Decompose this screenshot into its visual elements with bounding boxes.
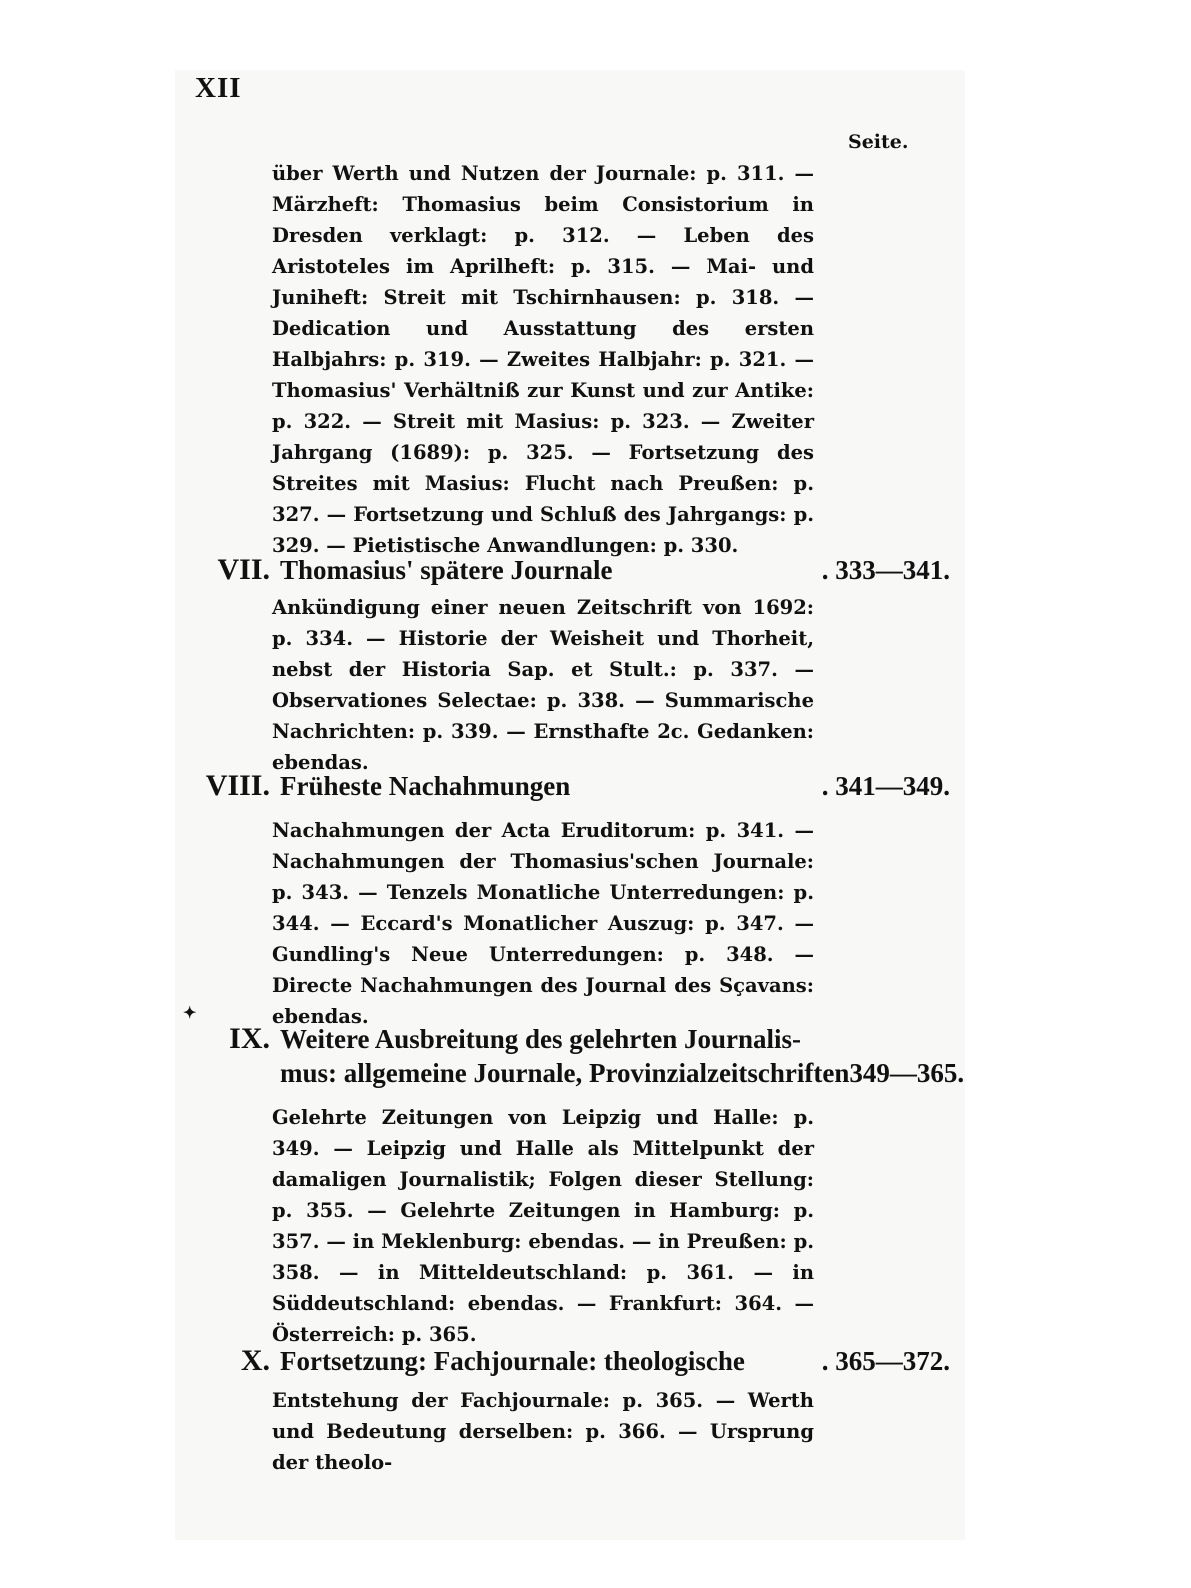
page-number: XII xyxy=(195,72,242,104)
entry-numeral: IX. xyxy=(229,1022,270,1055)
toc-entry-x xyxy=(190,1344,950,1380)
entry-numeral: X. xyxy=(240,1344,270,1377)
entry-title: Thomasius' spätere Journale xyxy=(280,555,613,585)
entry-page-range: 349—365. xyxy=(849,1058,965,1088)
toc-entry-ix xyxy=(190,1022,965,1094)
toc-entry-vii xyxy=(190,553,950,589)
entry-page-range: . 341—349. xyxy=(821,771,950,801)
toc-entry-viii xyxy=(190,769,950,805)
entry-page-range: . 333—341. xyxy=(821,555,950,585)
entry-numeral: VIII. xyxy=(205,769,270,802)
column-label-seite: Seite. xyxy=(848,131,909,153)
entry-title: Weitere Ausbreitung des gelehrten Journalis- xyxy=(280,1024,801,1054)
entry-title-continuation: mus: allgemeine Journale, Provinzialzeitschriften xyxy=(280,1058,850,1088)
entry-page-range: . 365—372. xyxy=(821,1346,950,1376)
entry-summary-x: Entstehung der Fachjournale: p. 365. — Werth und Bedeutung derselben: p. 366. — Ursprung der theolo- xyxy=(272,1389,814,1474)
entry-title: Fortsetzung: Fachjournale: theologische xyxy=(280,1346,745,1376)
entry-numeral: VII. xyxy=(217,553,270,586)
margin-mark: ✦ xyxy=(183,1003,197,1022)
entry-title: Früheste Nachahmungen xyxy=(280,771,571,801)
entry-summary-ix: Gelehrte Zeitungen von Leipzig und Halle: p. 349. — Leipzig und Halle als Mittelpunkt der damaligen Journalistik; Folgen dieser Stellung: p. 355. — Gelehrte Zeitungen in Hamburg: p. 357. — in Meklenburg: ebendas. — in Preußen: p. 358. — in Mitteldeutschland: p. 361. — in Süddeutschland: ebendas. — Frankfurt: 364. — Österreich: p. 365. xyxy=(272,1106,814,1346)
entry-summary-viii: Nachahmungen der Acta Eruditorum: p. 341. — Nachahmungen der Thomasius'schen Journale: p. 343. — Tenzels Monatliche Unterredungen: p. 344. — Eccard's Monatlicher Auszug: p. 347. — Gundling's Neue Unterredungen: p. 348. — Directe Nachahmungen des Journal des Sçavans: ebendas. xyxy=(272,819,814,1028)
entry-summary-vii: Ankündigung einer neuen Zeitschrift von 1692: p. 334. — Historie der Weisheit und Thorheit, nebst der Historia Sap. et Stult.: p. 337. — Observationes Selectae: p. 338. — Summarische Nachrichten: p. 339. — Ernsthafte 2c. Gedanken: ebendas. xyxy=(272,596,814,774)
continuation-summary: über Werth und Nutzen der Journale: p. 311. — Märzheft: Thomasius beim Consistorium in Dresden verklagt: p. 312. — Leben des Aristoteles im Aprilheft: p. 315. — Mai- und Juniheft: Streit mit Tschirnhausen: p. 318. — Dedication und Ausstattung des ersten Halbjahrs: p. 319. — Zweites Halbjahr: p. 321. — Thomasius' Verhältniß zur Kunst und zur Antike: p. 322. — Streit mit Masius: p. 323. — Zweiter Jahrgang (1689): p. 325. — Fortsetzung des Streites mit Masius: Flucht nach Preußen: p. 327. — Fortsetzung und Schluß des Jahrgangs: p. 329. — Pietistische Anwandlungen: p. 330. xyxy=(272,162,814,557)
